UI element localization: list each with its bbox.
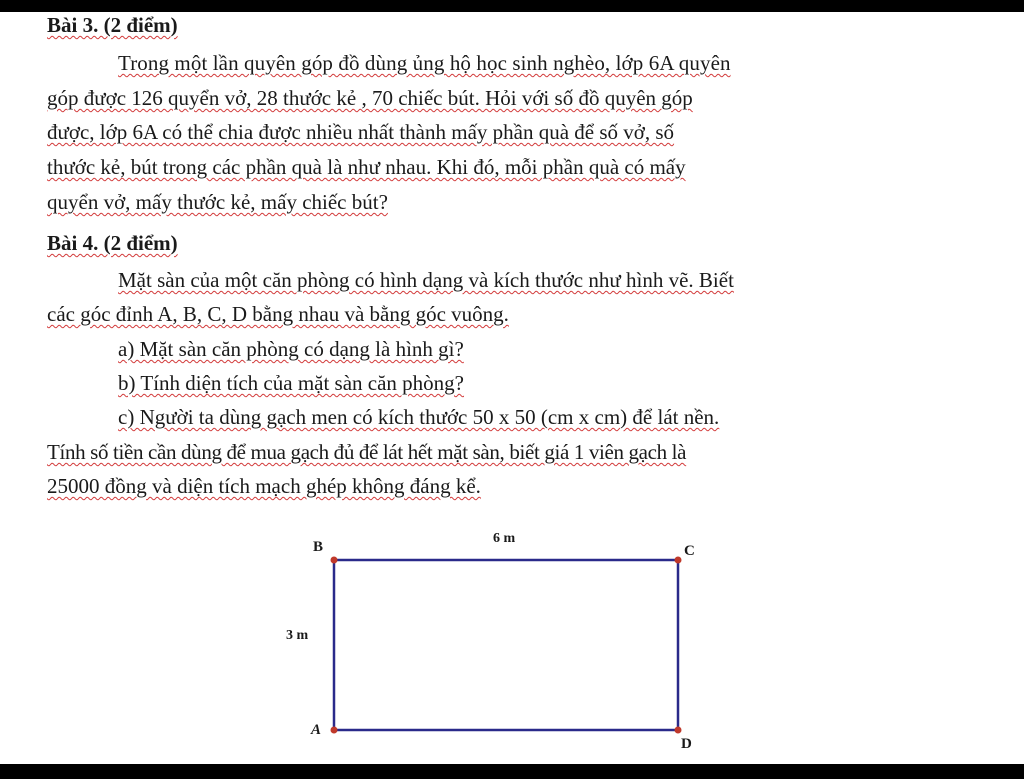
bai4-item-c: c) Người ta dùng gạch men có kích thước 50 x 50 (cm x cm) để lát nền. (118, 405, 720, 429)
vertex-label-d: D (681, 736, 692, 752)
bai4-line-1: Mặt sàn của một căn phòng có hình dạng và kích thước như hình vẽ. Biết (118, 268, 734, 292)
bai4-item-a: a) Mặt sàn căn phòng có dạng là hình gì? (118, 337, 464, 361)
point-a (331, 727, 338, 734)
document-page (0, 12, 1024, 764)
rectangle-figure (0, 12, 1024, 764)
bai4-item-b: b) Tính diện tích của mặt sàn căn phòng? (118, 371, 465, 395)
bai3-line-5: quyển vở, mấy thước kẻ, mấy chiếc bút? (47, 190, 388, 214)
bai4-line-6: Tính số tiền cần dùng để mua gạch đủ để lát hết mặt sàn, biết giá 1 viên gạch là (47, 440, 687, 464)
rectangle-abcd (334, 560, 678, 730)
vertex-label-c: C (684, 543, 695, 559)
bai3-line-2: góp được 126 quyển vở, 28 thước kẻ , 70 chiếc bút. Hỏi với số đồ quyên góp (47, 86, 693, 110)
point-b (331, 557, 338, 564)
side-length-label: 3 m (286, 628, 309, 643)
bai4-line-7: 25000 đồng và diện tích mạch ghép không đáng kể. (47, 474, 481, 498)
vertex-label-b: B (313, 539, 324, 555)
vertex-label-a: A (311, 722, 322, 738)
top-length-label: 6 m (493, 531, 516, 546)
bai3-line-4: thước kẻ, bút trong các phần quà là như nhau. Khi đó, mỗi phần quà có mấy (47, 155, 686, 179)
point-c (675, 557, 682, 564)
bai3-line-3: được, lớp 6A có thể chia được nhiều nhất thành mấy phần quà để số vở, số (47, 120, 675, 144)
bai3-heading: Bài 3. (2 điểm) (47, 13, 178, 37)
bai4-line-2: các góc đỉnh A, B, C, D bằng nhau và bằng góc vuông. (47, 302, 509, 326)
bai3-line-1: Trong một lần quyên góp đồ dùng ủng hộ học sinh nghèo, lớp 6A quyên (118, 51, 731, 75)
point-d (675, 727, 682, 734)
bai4-heading: Bài 4. (2 điểm) (47, 231, 178, 255)
